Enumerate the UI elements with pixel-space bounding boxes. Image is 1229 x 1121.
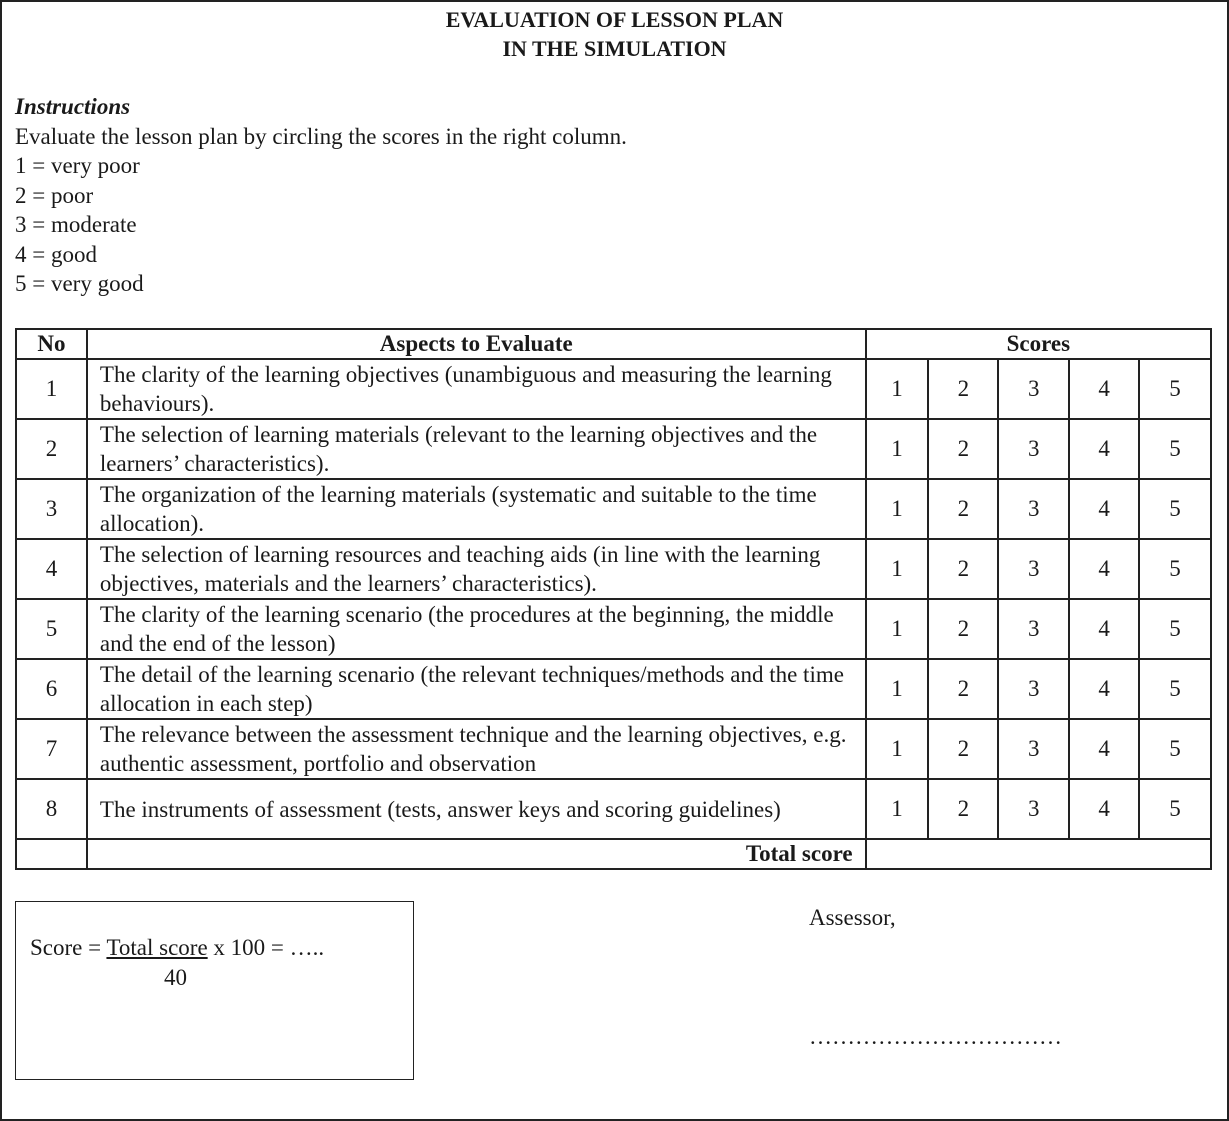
- score-option-5[interactable]: 5: [1139, 779, 1211, 839]
- score-formula-box: [15, 901, 414, 1080]
- evaluation-table: [15, 328, 1212, 870]
- aspect-text: The organization of the learning materials (systematic and suitable to the time allocation).: [87, 479, 866, 539]
- score-option-5[interactable]: 5: [1139, 659, 1211, 719]
- table-row: [16, 719, 1211, 779]
- header-aspects: Aspects to Evaluate: [87, 329, 866, 359]
- score-option-5[interactable]: 5: [1139, 359, 1211, 419]
- row-number: 7: [16, 719, 87, 779]
- score-option-2[interactable]: 2: [928, 659, 998, 719]
- formula-denominator: 40: [164, 965, 187, 990]
- score-option-3[interactable]: 3: [998, 479, 1069, 539]
- scale-item-1: 1 = very poor: [15, 153, 140, 178]
- score-formula: [30, 933, 324, 963]
- score-option-3[interactable]: 3: [998, 539, 1069, 599]
- aspect-text: The instruments of assessment (tests, answer keys and scoring guidelines): [87, 779, 866, 839]
- aspect-text: The selection of learning materials (relevant to the learning objectives and the learners’ characteristics).: [87, 419, 866, 479]
- row-number: 6: [16, 659, 87, 719]
- assessor-signature-line[interactable]: ……………………………: [809, 1024, 1062, 1049]
- row-number: 3: [16, 479, 87, 539]
- score-option-5[interactable]: 5: [1139, 419, 1211, 479]
- row-number: 4: [16, 539, 87, 599]
- row-number: 8: [16, 779, 87, 839]
- table-row: [16, 539, 1211, 599]
- score-option-1[interactable]: 1: [866, 479, 929, 539]
- score-option-4[interactable]: 4: [1069, 359, 1139, 419]
- table-row: [16, 359, 1211, 419]
- assessor-label: Assessor,: [809, 905, 896, 930]
- total-empty-cell: [16, 839, 87, 869]
- aspect-text: The relevance between the assessment technique and the learning objectives, e.g. authentic assessment, portfolio and observation: [87, 719, 866, 779]
- table-row: [16, 599, 1211, 659]
- total-score-label: Total score: [87, 839, 866, 869]
- score-option-4[interactable]: 4: [1069, 779, 1139, 839]
- scale-item-2: 2 = poor: [15, 183, 94, 208]
- score-option-5[interactable]: 5: [1139, 599, 1211, 659]
- score-option-1[interactable]: 1: [866, 599, 929, 659]
- score-option-1[interactable]: 1: [866, 419, 929, 479]
- document-title-line2: IN THE SIMULATION: [502, 36, 727, 61]
- aspect-text: The clarity of the learning objectives (unambiguous and measuring the learning behaviours).: [87, 359, 866, 419]
- score-option-2[interactable]: 2: [928, 359, 998, 419]
- total-score-value[interactable]: [866, 839, 1211, 869]
- score-option-4[interactable]: 4: [1069, 419, 1139, 479]
- total-row: [16, 839, 1211, 869]
- score-option-3[interactable]: 3: [998, 599, 1069, 659]
- document-title-line1: EVALUATION OF LESSON PLAN: [445, 7, 784, 32]
- score-option-4[interactable]: 4: [1069, 479, 1139, 539]
- instructions-text: Evaluate the lesson plan by circling the scores in the right column.: [15, 124, 627, 149]
- header-no: No: [16, 329, 87, 359]
- aspect-text: The detail of the learning scenario (the relevant techniques/methods and the time allocation in each step): [87, 659, 866, 719]
- score-option-5[interactable]: 5: [1139, 479, 1211, 539]
- score-option-5[interactable]: 5: [1139, 539, 1211, 599]
- score-option-1[interactable]: 1: [866, 779, 929, 839]
- row-number: 2: [16, 419, 87, 479]
- scale-item-4: 4 = good: [15, 242, 97, 267]
- score-option-2[interactable]: 2: [928, 599, 998, 659]
- row-number: 5: [16, 599, 87, 659]
- score-option-2[interactable]: 2: [928, 479, 998, 539]
- aspect-text: The clarity of the learning scenario (the procedures at the beginning, the middle and the end of the lesson): [87, 599, 866, 659]
- table-row: [16, 419, 1211, 479]
- score-option-1[interactable]: 1: [866, 659, 929, 719]
- table-row: [16, 659, 1211, 719]
- score-option-3[interactable]: 3: [998, 419, 1069, 479]
- score-option-4[interactable]: 4: [1069, 659, 1139, 719]
- formula-prefix: Score =: [30, 935, 107, 960]
- row-number: 1: [16, 359, 87, 419]
- score-option-4[interactable]: 4: [1069, 539, 1139, 599]
- scale-item-5: 5 = very good: [15, 271, 144, 296]
- instructions-heading: Instructions: [15, 94, 131, 119]
- aspect-text: The selection of learning resources and teaching aids (in line with the learning objectives, materials and the learners’ characteristics).: [87, 539, 866, 599]
- score-option-3[interactable]: 3: [998, 359, 1069, 419]
- score-option-3[interactable]: 3: [998, 779, 1069, 839]
- formula-suffix: x 100 = …..: [207, 935, 325, 960]
- score-option-1[interactable]: 1: [866, 359, 929, 419]
- table-row: [16, 779, 1211, 839]
- table-header-row: [16, 329, 1211, 359]
- formula-numerator: Total score: [106, 935, 208, 960]
- score-option-4[interactable]: 4: [1069, 599, 1139, 659]
- score-option-3[interactable]: 3: [998, 659, 1069, 719]
- table-row: [16, 479, 1211, 539]
- scale-item-3: 3 = moderate: [15, 212, 137, 237]
- score-option-1[interactable]: 1: [866, 539, 929, 599]
- score-option-2[interactable]: 2: [928, 539, 998, 599]
- score-option-5[interactable]: 5: [1139, 719, 1211, 779]
- header-scores: Scores: [866, 329, 1211, 359]
- score-option-2[interactable]: 2: [928, 419, 998, 479]
- score-option-1[interactable]: 1: [866, 719, 929, 779]
- score-option-3[interactable]: 3: [998, 719, 1069, 779]
- score-option-2[interactable]: 2: [928, 779, 998, 839]
- score-option-2[interactable]: 2: [928, 719, 998, 779]
- score-option-4[interactable]: 4: [1069, 719, 1139, 779]
